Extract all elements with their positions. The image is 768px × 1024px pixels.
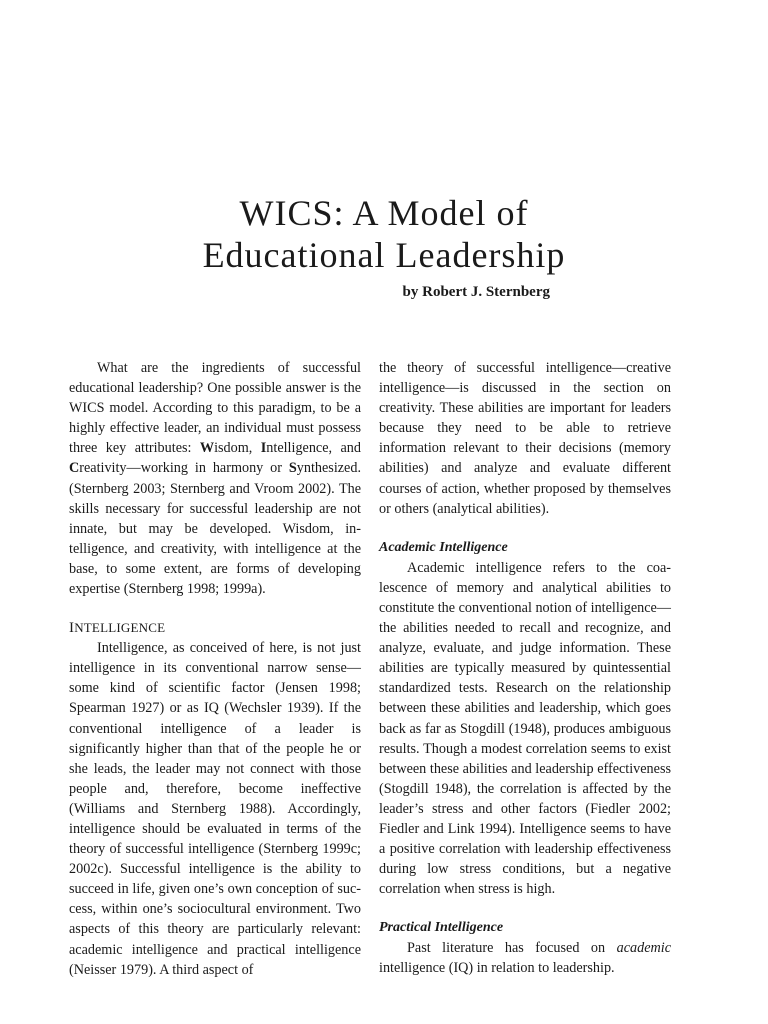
wics-letter-c: C [69, 460, 80, 477]
title-line-1: WICS: A Model of [239, 193, 529, 233]
intro-paragraph: What are the ingredients of successful educational leadership? One possible answer is the WICS model. According to this paradigm, to be a highly effective leader, an individual must possess three key attributes: Wisdom, Intelligence, and Creativity—working in harmony or Synthesized. (Sternberg 2003; Sternberg and Vroom 2002). The skills necessary for successful leadership are not innate, but may be developed. Wisdom, intelligence, and creativity, with intelligence at the base, to some extent, are forms of developing expertise (Sternberg 1998; 1999a). [69, 360, 361, 598]
continuation-paragraph: the theory of successful intelligence—creative intelligence—is discussed in the section on creativity. These abilities are important for leaders because they need to be able to retrieve information relevant to their decisions (memory abilities) and analyze and evaluate different courses of action, whether proposed by themselves or others (analytical abilities). [379, 360, 671, 517]
wics-letter-s: S [288, 460, 297, 477]
author-byline: by Robert J. Sternberg [402, 284, 550, 300]
title-line-2: Educational Leadership [202, 235, 566, 275]
subheading-practical-intelligence: Practical Intelligence [379, 920, 504, 936]
intelligence-paragraph: Intelligence, as conceived of here, is not just intelligence in its conventional narrow sense—some kind of scientific factor (Jensen 1998; Spearman 1927) or as IQ (Wechsler 1939). If the conventional intelligence of a leader is significantly higher than that of the people he or she leads, the leader may not connect with those people and, therefore, become ineffective (Williams and Sternberg 1988). Accordingly, intelligence should be evaluated in terms of the theory of successful intelligence (Sternberg 1999c; 2002c). Successful intelligence is the ability to succeed in life, given one’s own conception of success, within one’s sociocultural environment. Two aspects of this theory are particularly relevant: academic intelligence and practical intelligence (Neisser 1979). A third aspect of [69, 640, 361, 978]
section-heading-intelligence: INTELLIGENCE [69, 620, 166, 637]
practical-intelligence-paragraph: Past literature has focused on academic intelligence (IQ) in relation to leadership. [379, 940, 671, 977]
subheading-academic-intelligence: Academic Intelligence [379, 539, 508, 555]
right-column [379, 358, 671, 979]
academic-intelligence-paragraph: Academic intelligence refers to the coalescence of memory and analytical abilities to constitute the conventional notion of intelligence—the abilities needed to recall and recognize, and analyze, evaluate, and judge information. These abilities are typically measured by quintessential standardized tests. Research on the relationship between these abilities and leadership, which goes back as far as Stogdill (1948), produces ambiguous results. Though a modest correlation seems to exist between these abilities and leadership effectiveness (Stogdill 1948), the correlation is affected by the leader’s stress and other factors (Fiedler 2002; Fiedler and Link 1994). Intelligence seems to have a positive correlation with leadership effectiveness during low stress conditions, but a negative correlation when stress is high. [379, 559, 671, 898]
wics-letter-w: W [199, 440, 215, 457]
left-column [69, 358, 361, 980]
wics-letter-i: I [260, 440, 267, 457]
article-title [0, 192, 768, 276]
